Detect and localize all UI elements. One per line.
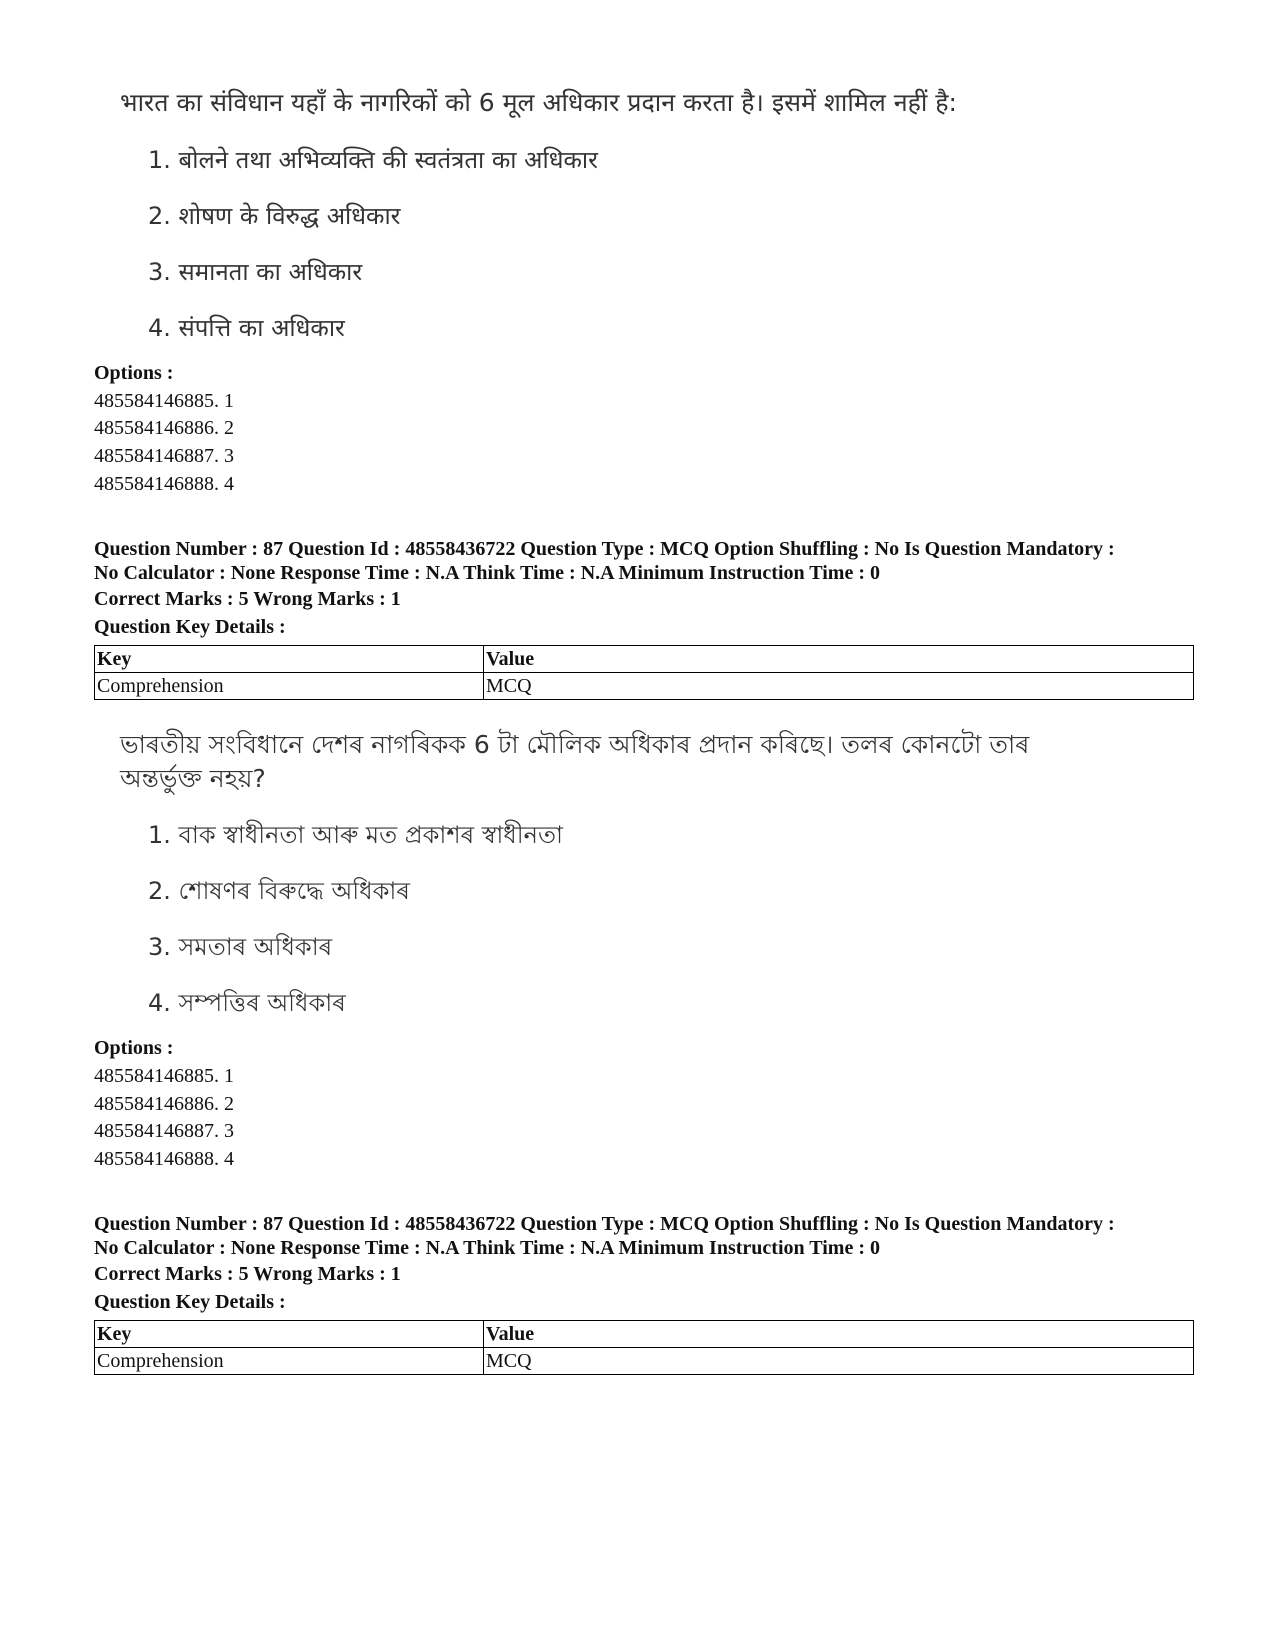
question-item: 3. समानता का अधिकार [148,258,363,286]
table-header-cell: Value [484,646,1194,673]
question-item: 1. বাক স্বাধীনতা আৰু মত প্ৰকাশৰ স্বাধীনতা [148,821,563,849]
question-meta-line: No Calculator : None Response Time : N.A Think Time : N.A Minimum Instruction Time : 0 [94,562,880,584]
marks-line: Correct Marks : 5 Wrong Marks : 1 [94,1263,401,1285]
question-meta-line: Question Number : 87 Question Id : 48558436722 Question Type : MCQ Option Shuffling : No Is Question Mandatory : [94,1213,1115,1235]
key-details-label: Question Key Details : [94,1291,286,1313]
question-item: 3. সমতাৰ অধিকাৰ [148,933,333,961]
option-item: 485584146886. 2 [94,417,234,439]
option-item: 485584146885. 1 [94,1065,234,1087]
question-text-assamese: ভাৰতীয় সংবিধানে দেশৰ নাগৰিকক 6 টা মৌলিক অধিকাৰ প্ৰদান কৰিছে। তলৰ কোনটো তাৰ অন্তৰ্ভুক্ত নহয়? [120,730,1030,793]
table-cell: MCQ [484,1348,1194,1375]
option-item: 485584146886. 2 [94,1093,234,1115]
table-cell: MCQ [484,673,1194,700]
table-header-row [95,646,1194,673]
table-header-row [95,1321,1194,1348]
key-details-table [94,1320,1194,1375]
table-row [95,673,1194,700]
key-details-label: Question Key Details : [94,616,286,638]
question-item: 4. সম্পত্তিৰ অধিকাৰ [148,989,346,1017]
question-item: 2. शोषण के विरुद्ध अधिकार [148,202,401,230]
options-label: Options : [94,1037,174,1059]
question-meta-line: No Calculator : None Response Time : N.A Think Time : N.A Minimum Instruction Time : 0 [94,1237,880,1259]
table-header-cell: Key [95,646,484,673]
question-meta-line: Question Number : 87 Question Id : 48558436722 Question Type : MCQ Option Shuffling : No Is Question Mandatory : [94,538,1115,560]
table-header-cell: Value [484,1321,1194,1348]
options-label: Options : [94,362,174,384]
table-cell: Comprehension [95,673,484,700]
marks-line: Correct Marks : 5 Wrong Marks : 1 [94,588,401,610]
option-item: 485584146885. 1 [94,390,234,412]
option-item: 485584146887. 3 [94,445,234,467]
option-item: 485584146888. 4 [94,473,234,495]
table-row [95,1348,1194,1375]
question-meta [94,537,1194,585]
option-item: 485584146888. 4 [94,1148,234,1170]
option-item: 485584146887. 3 [94,1120,234,1142]
question-item: 4. संपत्ति का अधिकार [148,314,345,342]
table-cell: Comprehension [95,1348,484,1375]
table-header-cell: Key [95,1321,484,1348]
question-item: 2. শোষণৰ বিৰুদ্ধে অধিকাৰ [148,877,410,905]
question-meta [94,1212,1194,1260]
question-text-hindi: भारत का संविधान यहाँ के नागरिकों को 6 मूल अधिकार प्रदान करता है। इसमें शामिल नहीं है: [120,88,957,117]
question-item: 1. बोलने तथा अभिव्यक्ति की स्वतंत्रता का अधिकार [148,146,598,174]
key-details-table [94,645,1194,700]
